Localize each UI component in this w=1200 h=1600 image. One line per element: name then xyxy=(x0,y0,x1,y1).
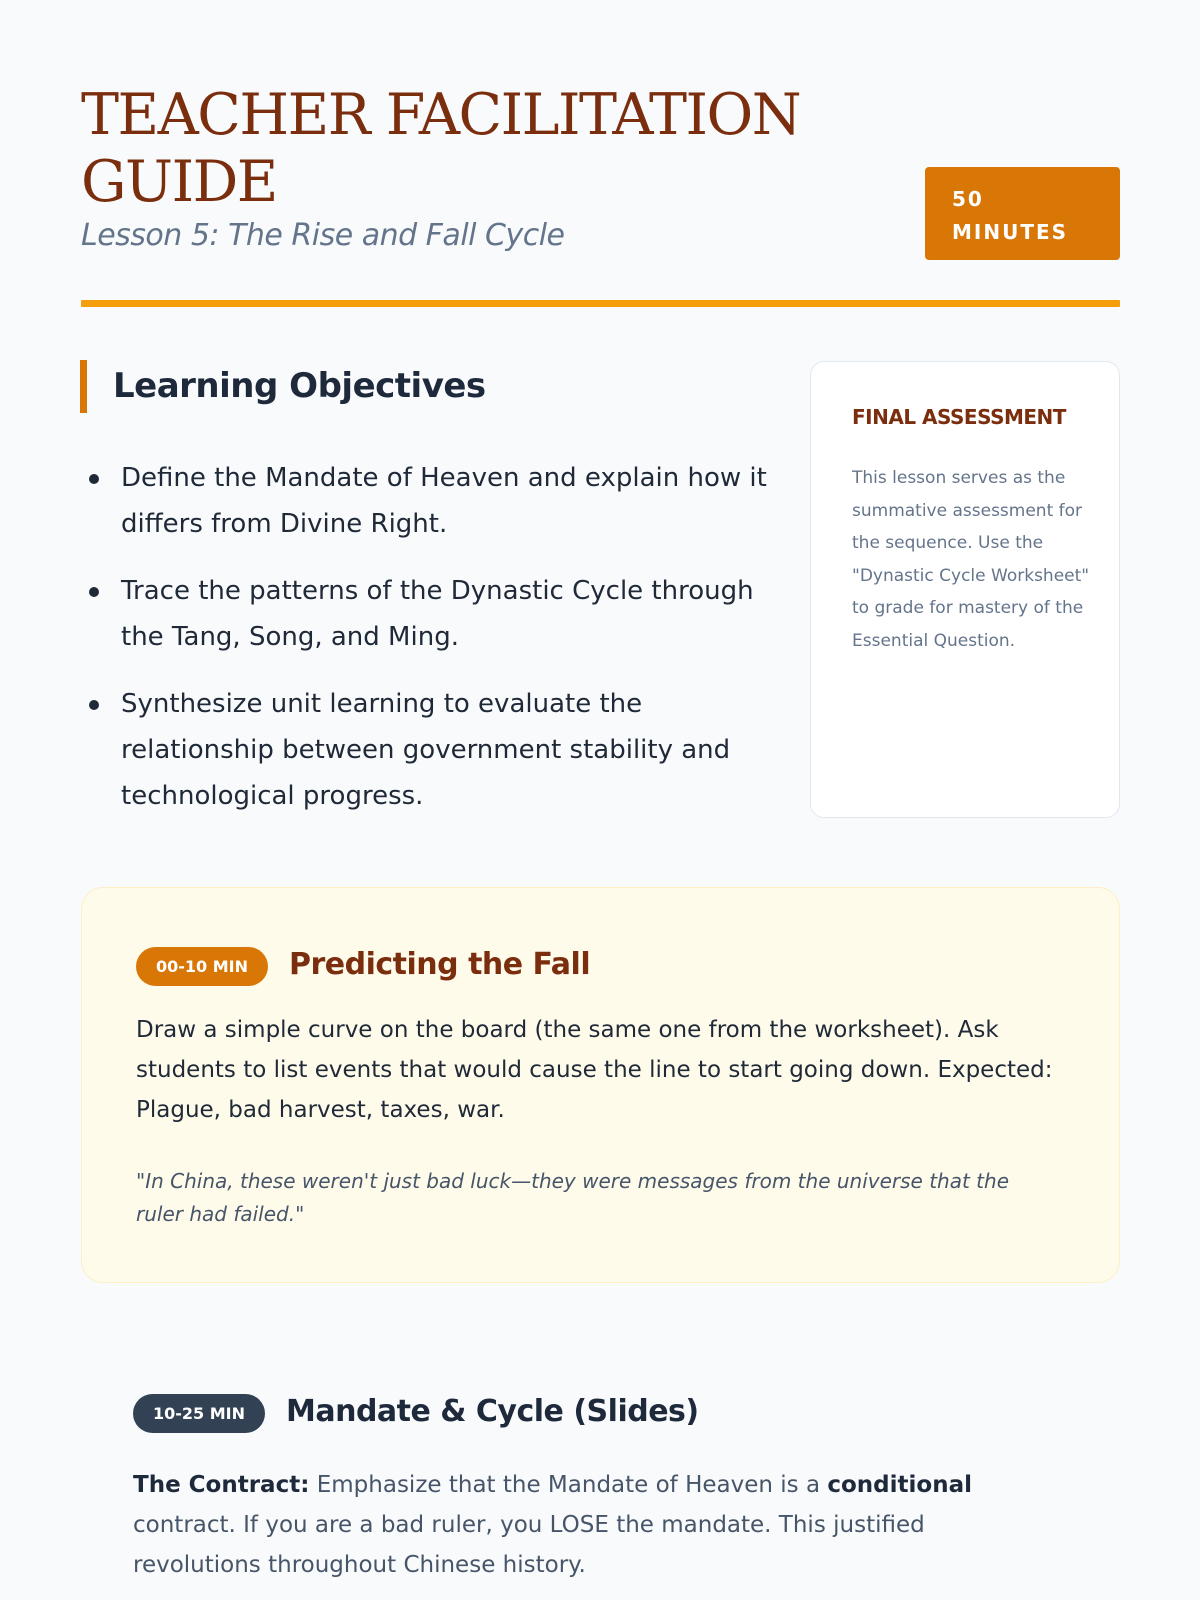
objectives-heading: Learning Objectives xyxy=(113,366,486,406)
list-item xyxy=(81,568,771,660)
duration-number: 50 xyxy=(952,187,984,211)
conditional-emphasis: conditional xyxy=(827,1472,972,1498)
objectives-list xyxy=(81,455,771,840)
phase-description: Draw a simple curve on the board (the same one from the worksheet). Ask students to list events that would cause the line to start going down. Expected: Plague, bad harvest, taxes, war. xyxy=(136,1017,1053,1123)
final-assessment-card xyxy=(810,361,1120,818)
list-item xyxy=(81,681,771,819)
page-title: TEACHER FACILITATION GUIDE xyxy=(81,82,801,215)
phase-title: Mandate & Cycle (Slides) xyxy=(286,1394,699,1429)
phase-card-predicting xyxy=(81,887,1120,1283)
list-item xyxy=(81,455,771,547)
assessment-title: FINAL ASSESSMENT xyxy=(852,405,1066,429)
objective-text: Synthesize unit learning to evaluate the relationship between government stability and technological progress. xyxy=(121,689,731,811)
time-badge: 10-25 MIN xyxy=(133,1394,265,1433)
assessment-body: This lesson serves as the summative assessment for the sequence. Use the "Dynastic Cycle Worksheet" to grade for mastery of the Essential Question. xyxy=(852,468,1090,651)
time-badge: 00-10 MIN xyxy=(136,947,268,986)
body-text-part2: contract. If you are a bad ruler, you LOSE the mandate. This justified revolutions throughout Chinese history. xyxy=(133,1512,925,1578)
phase-title: Predicting the Fall xyxy=(289,947,591,982)
section-accent-bar xyxy=(80,360,87,413)
bullet-icon xyxy=(89,700,99,710)
contract-label: The Contract: xyxy=(133,1472,310,1498)
header-divider xyxy=(81,300,1120,307)
duration-unit: MINUTES xyxy=(952,220,1069,244)
objective-text: Trace the patterns of the Dynastic Cycle through the Tang, Song, and Ming. xyxy=(121,576,754,652)
phase-quote: "In China, these weren't just bad luck—they were messages from the universe that the ruler had failed." xyxy=(136,1169,1009,1226)
phase-description xyxy=(133,1465,1053,1585)
bullet-icon xyxy=(89,587,99,597)
bullet-icon xyxy=(89,474,99,484)
body-text-part1: Emphasize that the Mandate of Heaven is a xyxy=(309,1472,828,1498)
phase-card-mandate xyxy=(81,1360,1120,1600)
objective-text: Define the Mandate of Heaven and explain how it differs from Divine Right. xyxy=(121,463,767,539)
duration-badge xyxy=(925,167,1120,260)
lesson-subtitle: Lesson 5: The Rise and Fall Cycle xyxy=(81,218,565,253)
